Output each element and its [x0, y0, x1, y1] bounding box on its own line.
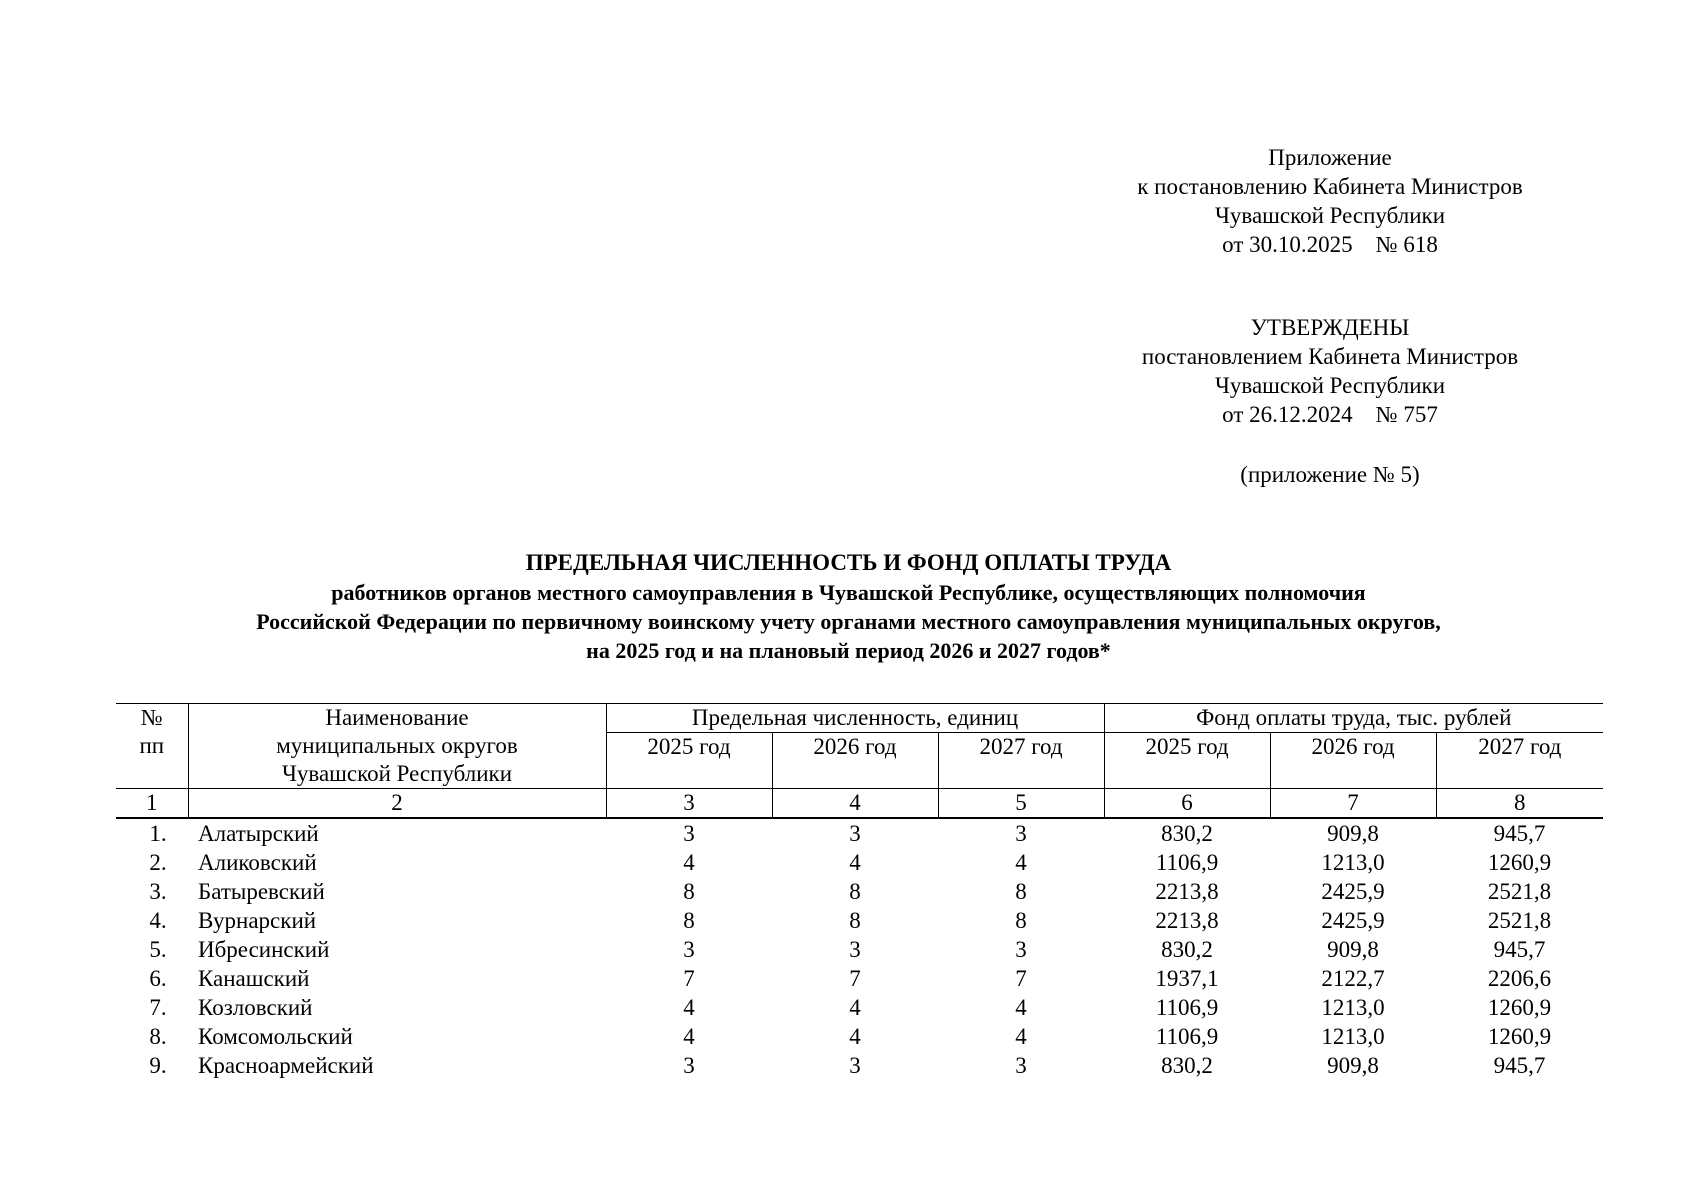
- row-index: 3.: [149, 879, 167, 904]
- fund-2025: 1106,9: [1155, 850, 1219, 875]
- district-name: Козловский: [198, 995, 313, 1020]
- fund-2027: 1260,9: [1487, 850, 1552, 875]
- header-fund-year-2026: 2026 год: [1270, 733, 1436, 789]
- col-number: 8: [1436, 789, 1603, 819]
- fund-2027: 2206,6: [1487, 966, 1552, 991]
- header-fund-year-2027: 2027 год: [1436, 733, 1603, 789]
- header-name-line-1: Наименование: [325, 705, 469, 730]
- fund-2027: 945,7: [1493, 937, 1546, 962]
- header-name-line-2: муниципальных округов: [276, 733, 518, 758]
- district-name: Комсомольский: [198, 1024, 353, 1049]
- table-row: [116, 818, 1603, 848]
- document-subtitle-line-3: на 2025 год и на плановый период 2026 и 2027 годов*: [586, 638, 1111, 663]
- approved-line-4: от 26.12.2024 № 757: [1222, 402, 1438, 427]
- approved-line-2: постановлением Кабинета Министров: [1141, 344, 1519, 369]
- header-num-line-1: №: [140, 705, 163, 730]
- header-num-line-2: пп: [139, 733, 165, 758]
- row-index: 2.: [149, 850, 167, 875]
- header-staff-year-2026: 2026 год: [772, 733, 938, 789]
- staff-2025: 3: [683, 1053, 695, 1078]
- staff-2025: 4: [683, 995, 695, 1020]
- col-number: 7: [1270, 789, 1436, 819]
- staff-2026: 3: [849, 1053, 861, 1078]
- appendix-block: [1080, 143, 1580, 259]
- fund-2027: 1260,9: [1487, 995, 1552, 1020]
- staff-2025: 8: [683, 908, 695, 933]
- staff-2026: 4: [849, 850, 861, 875]
- staff-2026: 4: [849, 1024, 861, 1049]
- staff-2025: 7: [683, 966, 695, 991]
- table-row: [116, 964, 1603, 993]
- approved-line-1: УТВЕРЖДЕНЫ: [1250, 315, 1410, 340]
- row-index: 9.: [149, 1053, 167, 1078]
- fund-2026: 1213,0: [1321, 850, 1385, 875]
- fund-2026: 1213,0: [1321, 995, 1385, 1020]
- staff-2025: 3: [683, 937, 695, 962]
- staff-2025: 4: [683, 1024, 695, 1049]
- staff-2027: 3: [1015, 937, 1027, 962]
- staff-2025: 8: [683, 879, 695, 904]
- fund-2025: 830,2: [1161, 821, 1213, 846]
- fund-2026: 909,8: [1327, 937, 1379, 962]
- fund-2026: 2425,9: [1321, 879, 1385, 904]
- district-name: Батыревский: [198, 879, 325, 904]
- fund-2027: 945,7: [1493, 821, 1546, 846]
- staff-2025: 3: [683, 821, 695, 846]
- table-row: [116, 993, 1603, 1022]
- col-number: 6: [1104, 789, 1270, 819]
- fund-2026: 909,8: [1327, 821, 1379, 846]
- table-body: [116, 818, 1603, 1080]
- fund-2027: 2521,8: [1487, 908, 1552, 933]
- staff-2025: 4: [683, 850, 695, 875]
- staff-2027: 3: [1015, 1053, 1027, 1078]
- header-fund-year-2025: 2025 год: [1104, 733, 1270, 789]
- staff-2026: 8: [849, 908, 861, 933]
- header-staff-year-2025: 2025 год: [606, 733, 772, 789]
- row-index: 1.: [149, 821, 167, 846]
- fund-2026: 2425,9: [1321, 908, 1385, 933]
- staff-2027: 8: [1015, 908, 1027, 933]
- table-row: [116, 1051, 1603, 1080]
- header-name-cell: [188, 704, 606, 789]
- district-name: Ибресинский: [198, 937, 330, 962]
- header-staff-year-2027: 2027 год: [938, 733, 1104, 789]
- approved-line-3: Чувашской Республики: [1214, 373, 1446, 398]
- staff-2026: 8: [849, 879, 861, 904]
- column-numbers-row: [116, 789, 1603, 819]
- district-name: Красноармейский: [198, 1053, 374, 1078]
- staff-2026: 3: [849, 821, 861, 846]
- appendix-line-4: от 30.10.2025 № 618: [1222, 232, 1438, 257]
- table-row: [116, 906, 1603, 935]
- district-name: Алатырский: [198, 821, 319, 846]
- table-row: [116, 877, 1603, 906]
- fund-2025: 1106,9: [1155, 995, 1219, 1020]
- district-name: Вурнарский: [198, 908, 317, 933]
- fund-2025: 830,2: [1161, 1053, 1213, 1078]
- fund-2025: 2213,8: [1155, 908, 1219, 933]
- row-index: 8.: [149, 1024, 167, 1049]
- district-name: Канашский: [198, 966, 310, 991]
- fund-2027: 945,7: [1493, 1053, 1546, 1078]
- table-row: [116, 848, 1603, 877]
- staff-2027: 8: [1015, 879, 1027, 904]
- row-index: 5.: [149, 937, 167, 962]
- document-subtitle-line-2: Российской Федерации по первичному воинскому учету органами местного самоуправления муниципальных округов,: [256, 609, 1441, 634]
- staff-2026: 3: [849, 937, 861, 962]
- fund-2026: 2122,7: [1321, 966, 1385, 991]
- staff-2027: 4: [1015, 850, 1027, 875]
- fund-2026: 1213,0: [1321, 1024, 1385, 1049]
- header-staff-group: Предельная численность, единиц: [606, 704, 1104, 733]
- document-title: ПРЕДЕЛЬНАЯ ЧИСЛЕННОСТЬ И ФОНД ОПЛАТЫ ТРУДА: [525, 550, 1172, 575]
- appendix-number: (приложение № 5): [1240, 462, 1420, 487]
- table-row: [116, 1022, 1603, 1051]
- staff-2027: 3: [1015, 821, 1027, 846]
- document-subtitle-line-1: работников органов местного самоуправления в Чувашской Республике, осуществляющих полномочия: [331, 580, 1366, 605]
- staff-2027: 7: [1015, 966, 1027, 991]
- table-header: [116, 704, 1603, 819]
- staff-2027: 4: [1015, 995, 1027, 1020]
- appendix-line-1: Приложение: [1268, 145, 1392, 170]
- fund-2026: 909,8: [1327, 1053, 1379, 1078]
- staff-2026: 7: [849, 966, 861, 991]
- appendix-line-2: к постановлению Кабинета Министров: [1137, 174, 1523, 199]
- district-name: Аликовский: [198, 850, 317, 875]
- table-row: [116, 935, 1603, 964]
- approved-block: [1080, 313, 1580, 429]
- staff-2026: 4: [849, 995, 861, 1020]
- header-fund-group: Фонд оплаты труда, тыс. рублей: [1104, 704, 1603, 733]
- fund-2025: 1937,1: [1155, 966, 1219, 991]
- header-num-cell: [116, 704, 188, 789]
- fund-2025: 830,2: [1161, 937, 1213, 962]
- col-number: 1: [116, 789, 188, 819]
- fund-2025: 1106,9: [1155, 1024, 1219, 1049]
- header-name-line-3: Чувашской Республики: [281, 761, 513, 786]
- row-index: 4.: [149, 908, 167, 933]
- limits-table: [116, 703, 1603, 1080]
- fund-2027: 2521,8: [1487, 879, 1552, 904]
- col-number: 3: [606, 789, 772, 819]
- col-number: 5: [938, 789, 1104, 819]
- row-index: 6.: [149, 966, 167, 991]
- fund-2025: 2213,8: [1155, 879, 1219, 904]
- col-number: 2: [188, 789, 606, 819]
- row-index: 7.: [149, 995, 167, 1020]
- staff-2027: 4: [1015, 1024, 1027, 1049]
- fund-2027: 1260,9: [1487, 1024, 1552, 1049]
- appendix-line-3: Чувашской Республики: [1214, 203, 1446, 228]
- col-number: 4: [772, 789, 938, 819]
